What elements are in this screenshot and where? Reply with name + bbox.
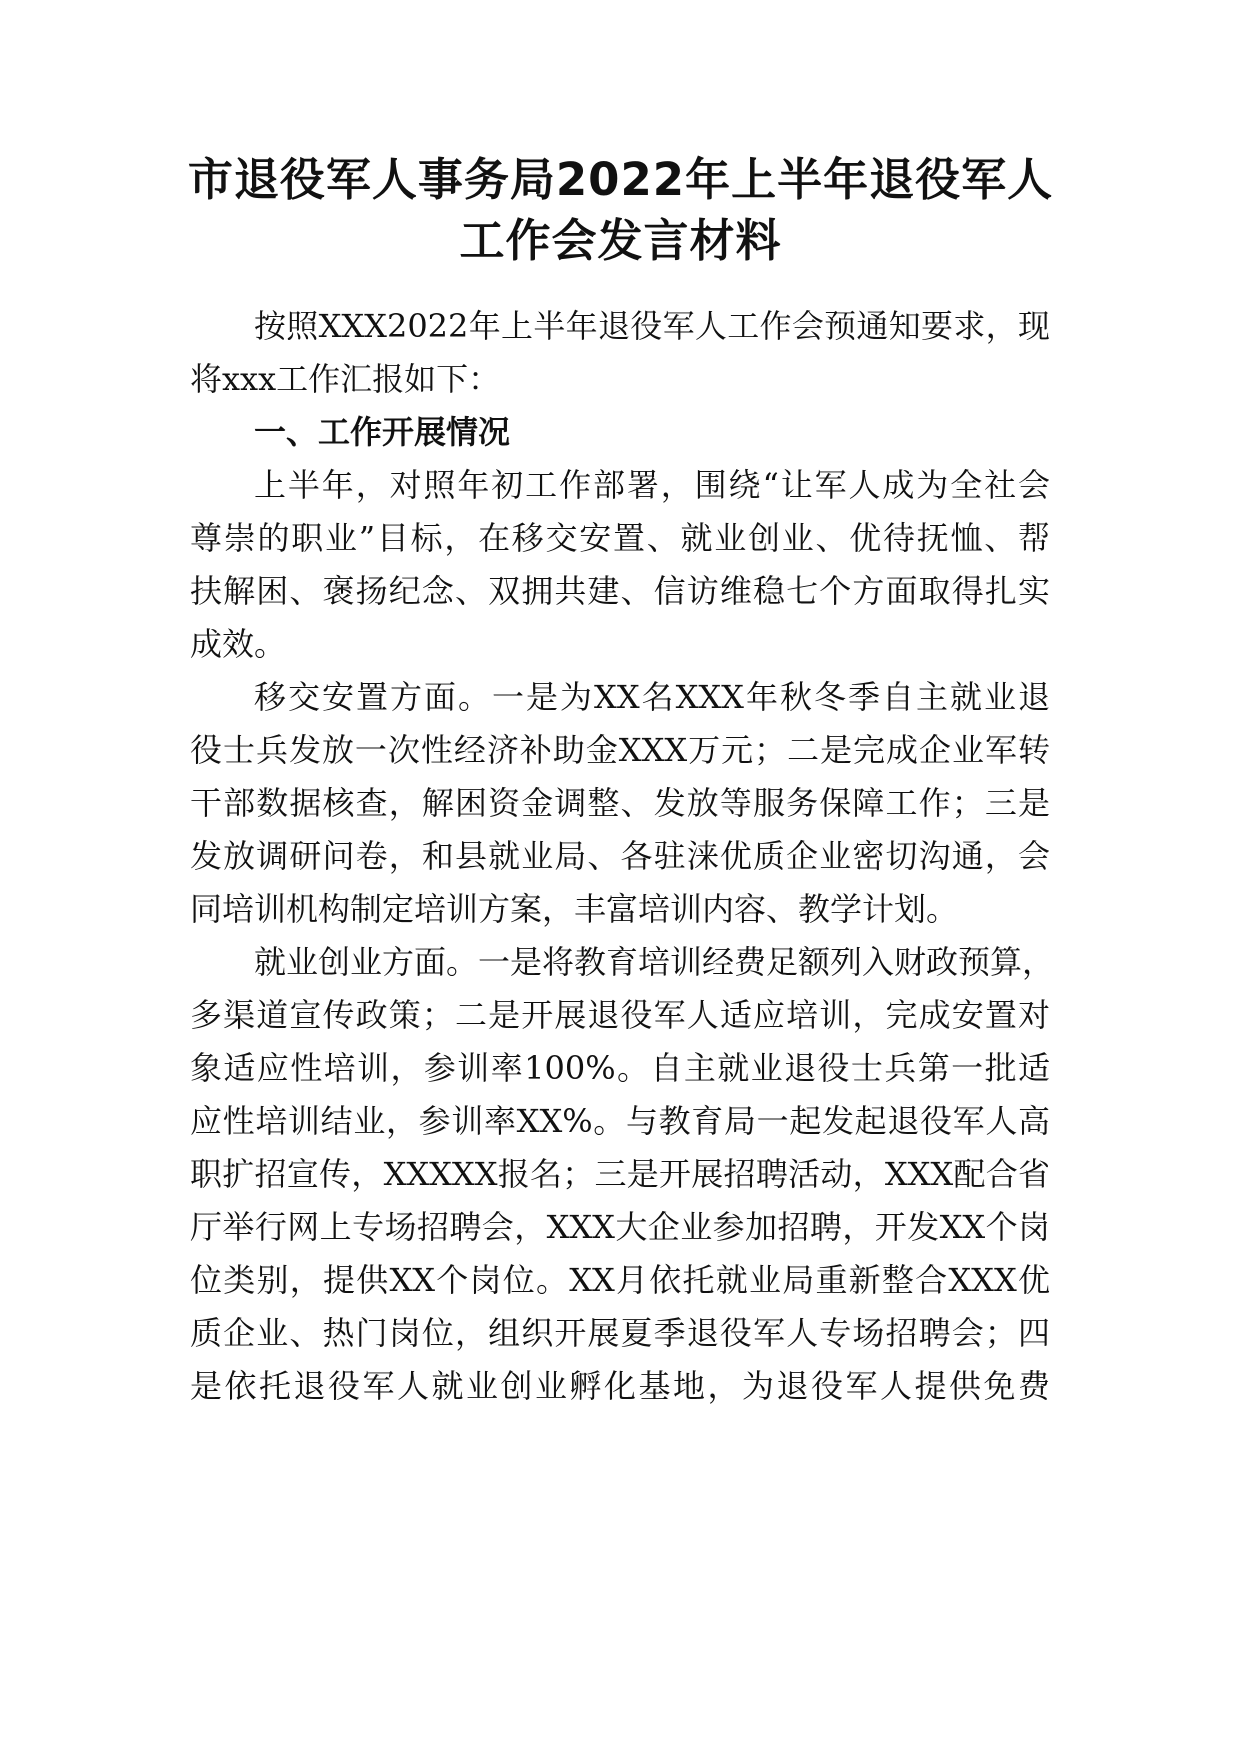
- para1-line-4: 成效。: [190, 625, 287, 663]
- para2-line-3: 干部数据核查，解困资金调整、发放等服务保障工作；三是: [190, 784, 1050, 822]
- section-heading-1: 一、工作开展情况: [254, 413, 511, 451]
- para3-line-5: 职扩招宣传，XXXXX报名；三是开展招聘活动，XXX配合省: [190, 1155, 1050, 1193]
- para2-line-5: 同培训机构制定培训方案，丰富培训内容、教学计划。: [190, 890, 959, 928]
- para3-line-9: 是依托退役军人就业创业孵化基地，为退役军人提供免费: [190, 1367, 1050, 1405]
- para3-line-4: 应性培训结业，参训率XX%。与教育局一起发起退役军人高: [190, 1102, 1050, 1140]
- para1-line-2: 尊崇的职业”目标，在移交安置、就业创业、优待抚恤、帮: [190, 519, 1050, 557]
- para3-line-3: 象适应性培训，参训率100%。自主就业退役士兵第一批适: [190, 1049, 1050, 1087]
- para3-line-2: 多渠道宣传政策；二是开展退役军人适应培训，完成安置对: [190, 996, 1050, 1034]
- intro-line-2: 将xxx工作汇报如下：: [190, 360, 501, 398]
- para1-line-3: 扶解困、褒扬纪念、双拥共建、信访维稳七个方面取得扎实: [190, 572, 1050, 610]
- para1-line-1: 上半年，对照年初工作部署，围绕“让军人成为全社会: [254, 466, 1050, 504]
- para2-line-1: 移交安置方面。一是为XX名XXX年秋冬季自主就业退: [254, 678, 1050, 716]
- para3-line-7: 位类别，提供XX个岗位。XX月依托就业局重新整合XXX优: [190, 1261, 1050, 1299]
- para3-line-1: 就业创业方面。一是将教育培训经费足额列入财政预算，: [254, 943, 1055, 981]
- para2-line-4: 发放调研问卷，和县就业局、各驻涞优质企业密切沟通，会: [190, 837, 1050, 875]
- para2-line-2: 役士兵发放一次性经济补助金XXX万元；二是完成企业军转: [190, 731, 1050, 769]
- para3-line-8: 质企业、热门岗位，组织开展夏季退役军人专场招聘会；四: [190, 1314, 1050, 1352]
- document-title-line-2: 工作会发言材料: [459, 214, 782, 267]
- para3-line-6: 厅举行网上专场招聘会，XXX大企业参加招聘，开发XX个岗: [190, 1208, 1050, 1246]
- intro-line-1: 按照XXX2022年上半年退役军人工作会预通知要求，现: [254, 307, 1050, 345]
- document-title-line-1: 市退役军人事务局2022年上半年退役军人: [187, 153, 1054, 206]
